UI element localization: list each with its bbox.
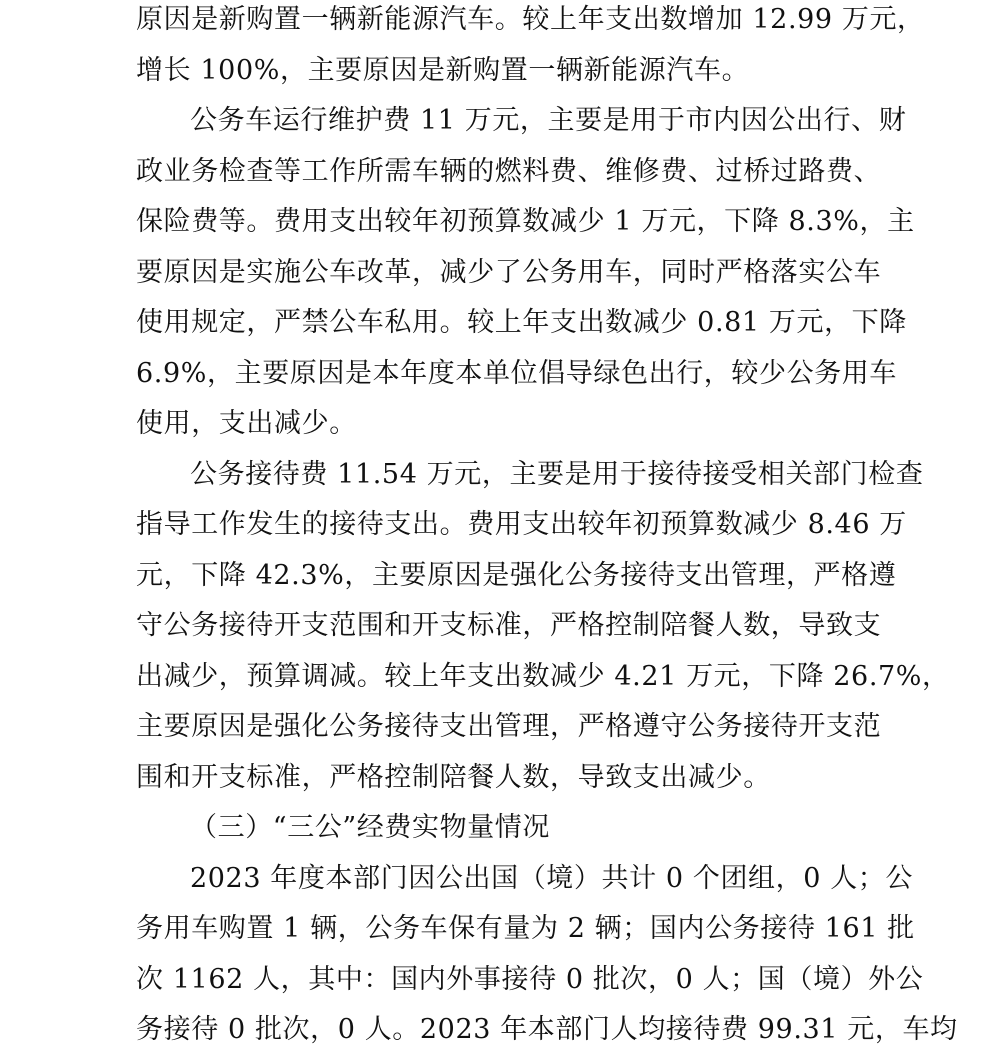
text-line: 原因是新购置一辆新能源汽车。较上年支出数增加 12.99 万元， <box>136 4 925 35</box>
document-page <box>136 0 958 1056</box>
text-line: 使用规定，严禁公车私用。较上年支出数减少 0.81 万元，下降 <box>136 307 907 338</box>
text-line: 主要原因是强化公务接待支出管理，严格遵守公务接待开支范 <box>136 711 882 742</box>
text-line: 增长 100%，主要原因是新购置一辆新能源汽车。 <box>136 54 750 86</box>
paragraph-physical-quantity <box>136 854 958 1056</box>
text-line: 公务车运行维护费 11 万元，主要是用于市内因公出行、财 <box>190 105 907 136</box>
text-line: 公务接待费 11.54 万元，主要是用于接待接受相关部门检查 <box>190 458 924 490</box>
text-line: 使用，支出减少。 <box>136 408 357 439</box>
text-line: 政业务检查等工作所需车辆的燃料费、维修费、过桥过路费、 <box>136 155 882 187</box>
text-line: 务接待 0 批次，0 人。2023 年本部门人均接待费 99.31 元，车均 <box>136 1014 958 1045</box>
text-line: 守公务接待开支范围和开支标准，严格控制陪餐人数，导致支 <box>136 610 882 641</box>
text-line: 2023 年度本部门因公出国（境）共计 0 个团组，0 人；公 <box>190 862 913 894</box>
text-line: 出减少，预算调减。较上年支出数减少 4.21 万元，下降 26.7%， <box>136 660 950 692</box>
text-line: 次 1162 人，其中：国内外事接待 0 批次，0 人；国（境）外公 <box>136 963 924 995</box>
paragraph-reception <box>136 450 950 804</box>
text-line: 要原因是实施公车改革，减少了公务用车，同时严格落实公车 <box>136 256 882 288</box>
text-line: 务用车购置 1 辆，公务车保有量为 2 辆；国内公务接待 161 批 <box>136 913 915 944</box>
text-line: 指导工作发生的接待支出。费用支出较年初预算数减少 8.46 万 <box>136 509 907 540</box>
paragraph-vehicle-maintenance <box>136 96 915 450</box>
section-heading: （三）“三公”经费实物量情况 <box>190 812 551 843</box>
text-line: 围和开支标准，严格控制陪餐人数，导致支出减少。 <box>136 761 771 793</box>
text-line: 6.9%，主要原因是本年度本单位倡导绿色出行，较少公务用车 <box>136 357 897 389</box>
text-line: 保险费等。费用支出较年初预算数减少 1 万元，下降 8.3%，主 <box>136 206 915 237</box>
text-line: 元，下降 42.3%，主要原因是强化公务接待支出管理，严格遵 <box>136 559 897 591</box>
paragraph-new-vehicle <box>136 0 925 96</box>
